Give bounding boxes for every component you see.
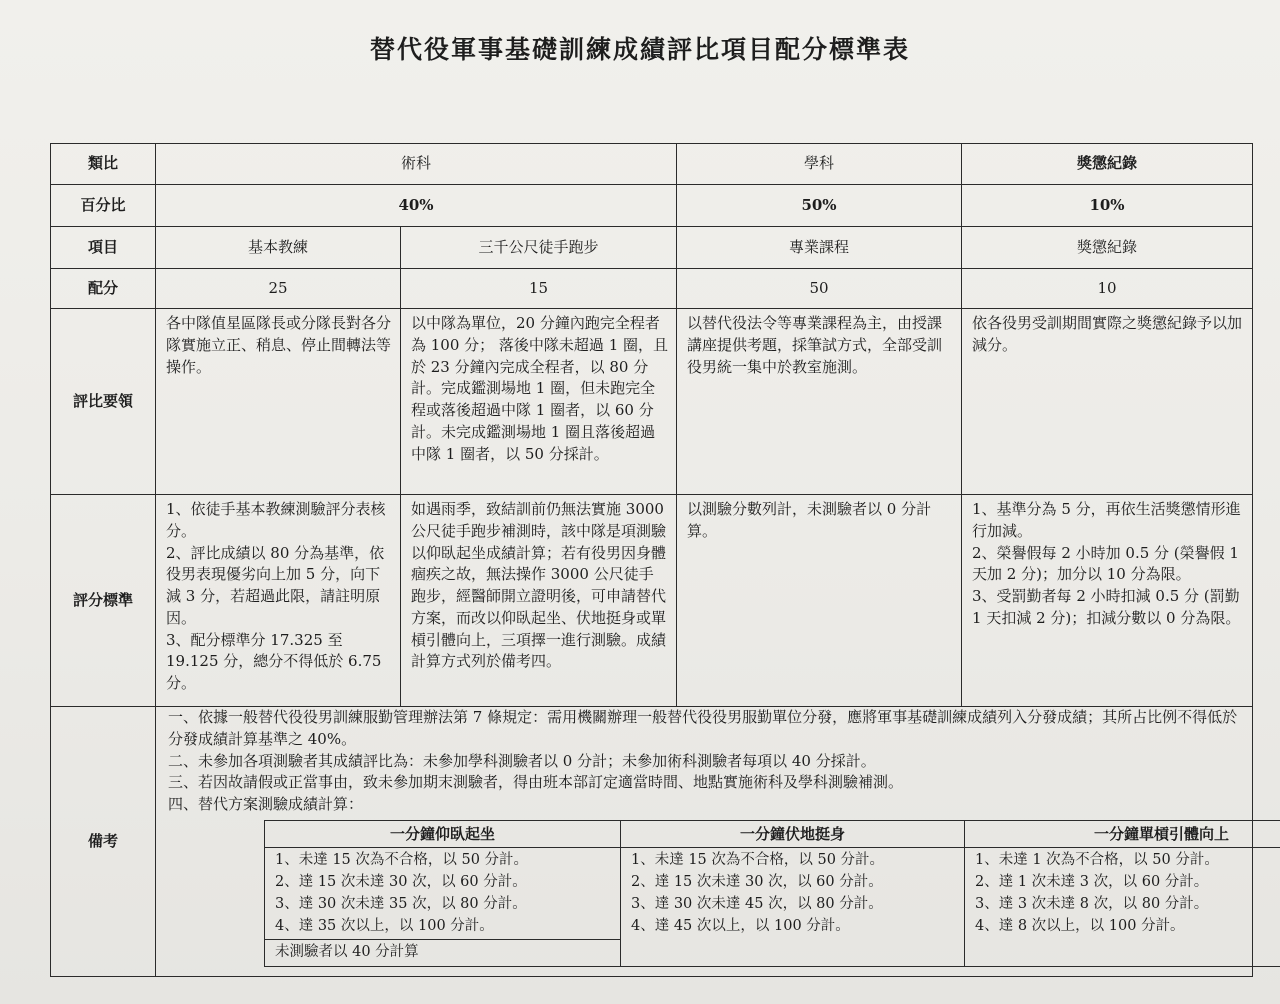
alt-situp-rules	[265, 848, 621, 940]
standard-reward-line: 2、榮譽假每 2 小時加 0.5 分 (榮譽假 1 天加 2 分)；加分以 10 分為限。	[972, 543, 1239, 584]
percent-skill: 40%	[156, 185, 677, 227]
remark-3: 三、若因故請假或正當事由，致未參加期末測驗者，得由班本部訂定適當時間、地點實施術科及學科測驗補測。	[168, 773, 904, 792]
alt-pullup-line: 3、達 3 次未達 8 次，以 80 分計。	[975, 895, 1209, 912]
alt-situp-line: 4、達 35 次以上，以 100 分計。	[275, 917, 494, 934]
alt-pullup-rules	[965, 848, 1280, 967]
alt-pushup-line: 4、達 45 次以上，以 100 分計。	[631, 917, 850, 934]
label-category: 類比	[51, 144, 156, 185]
document-title: 替代役軍事基礎訓練成績評比項目配分標準表	[369, 35, 910, 64]
category-academic: 學科	[677, 144, 962, 185]
criteria-reward: 依各役男受訓期間實際之獎懲紀錄予以加減分。	[962, 309, 1253, 495]
label-item: 項目	[51, 227, 156, 269]
alt-pullup-line: 1、未達 1 次為不合格，以 50 分計。	[975, 852, 1219, 869]
score-run: 15	[401, 269, 677, 309]
item-run: 三千公尺徒手跑步	[401, 227, 677, 269]
row-standard	[51, 495, 1253, 707]
label-score: 配分	[51, 269, 156, 309]
percent-academic: 50%	[677, 185, 962, 227]
label-standard: 評分標準	[51, 495, 156, 707]
item-reward: 獎懲紀錄	[962, 227, 1253, 269]
alt-pullup-title: 一分鐘單槓引體向上	[965, 820, 1280, 848]
remark-4: 四、替代方案測驗成績計算：	[168, 795, 364, 813]
item-drill: 基本教練	[156, 227, 401, 269]
alt-situp-line: 3、達 30 次未達 35 次，以 80 分計。	[275, 895, 527, 912]
row-remarks	[51, 707, 1253, 977]
label-remarks: 備考	[51, 707, 156, 977]
alt-pushup-title: 一分鐘伏地挺身	[621, 820, 965, 848]
alt-situp-line: 1、未達 15 次為不合格，以 50 分計。	[275, 852, 529, 869]
standard-drill-line: 2、評比成績以 80 分為基準，依役男表現優劣向上加 5 分，向下減 3 分，若超過此限，請註明原因。	[166, 543, 385, 627]
score-drill: 25	[156, 269, 401, 309]
standard-drill-line: 1、依徒手基本教練測驗評分表核分。	[166, 500, 386, 540]
remark-1: 一、依據一般替代役役男訓練服勤管理辦法第 7 條規定：需用機關辦理一般替代役役男服勤單位分發，應將軍事基礎訓練成績列入分發成績；其所占比例不得低於分發成績計算基準之 40%。	[168, 708, 1238, 748]
alt-pullup-line: 4、達 8 次以上，以 100 分計。	[975, 917, 1185, 934]
alt-pushup-rules	[621, 848, 965, 967]
row-category	[51, 144, 1253, 185]
percent-reward: 10%	[962, 185, 1253, 227]
standard-course: 以測驗分數列計，未測驗者以 0 分計算。	[677, 495, 962, 707]
item-course: 專業課程	[677, 227, 962, 269]
alt-pushup-line: 2、達 15 次未達 30 次，以 60 分計。	[631, 874, 883, 890]
alt-situp-line: 2、達 15 次未達 30 次，以 60 分計。	[275, 874, 527, 890]
row-percent	[51, 185, 1253, 227]
alt-situp-title: 一分鐘仰臥起坐	[265, 820, 621, 848]
alternative-scoring-table	[264, 820, 1280, 967]
label-percent: 百分比	[51, 185, 156, 227]
alt-pullup-line: 2、達 1 次未達 3 次，以 60 分計。	[975, 874, 1209, 890]
score-course: 50	[677, 269, 962, 309]
criteria-run: 以中隊為單位，20 分鐘內跑完全程者為 100 分； 落後中隊未超過 1 圈，且於 23 分鐘內完成全程者，以 80 分計。完成鑑測場地 1 圈，但未跑完全程或落後超過中隊 1 圈者，以 60 分計。未完成鑑測場地 1 圈且落後超過中隊 1 圈者，以 50 分採計。	[401, 309, 677, 495]
row-criteria	[51, 309, 1253, 495]
criteria-drill: 各中隊值星區隊長或分隊長對各分隊實施立正、稍息、停止間轉法等操作。	[156, 309, 401, 495]
standard-reward-line: 3、受罰勤者每 2 小時扣減 0.5 分 (罰勤 1 天扣減 2 分)；扣減分數以 0 分為限。	[972, 587, 1241, 627]
remarks-cell	[156, 707, 1253, 977]
criteria-course: 以替代役法令等專業課程為主，由授課講座提供考題，採筆試方式，全部受訓役男統一集中於教室施測。	[677, 309, 962, 495]
scoring-table	[50, 143, 1253, 977]
category-skill: 術科	[156, 144, 677, 185]
alt-situp-footer: 未測驗者以 40 分計算	[265, 940, 621, 967]
standard-run: 如遇雨季，致結訓前仍無法實施 3000 公尺徒手跑步補測時，該中隊是項測驗以仰臥起坐成績計算；若有役男因身體痼疾之故，無法操作 3000 公尺徒手跑步，經醫師開立證明後，可申請替代方案，而改以仰臥起坐、伏地挺身或單槓引體向上，三項擇一進行測驗。成績計算方式列於備考四。	[401, 495, 677, 707]
score-reward: 10	[962, 269, 1253, 309]
standard-reward-line: 1、基準分為 5 分，再依生活獎懲情形進行加減。	[972, 500, 1241, 540]
remark-2: 二、未參加各項測驗者其成績評比為：未參加學科測驗者以 0 分計；未參加術科測驗者每項以 40 分採計。	[168, 751, 876, 770]
standard-reward	[962, 495, 1253, 707]
alt-pushup-line: 3、達 30 次未達 45 次，以 80 分計。	[631, 895, 883, 912]
row-score	[51, 269, 1253, 309]
row-item	[51, 227, 1253, 269]
label-criteria: 評比要領	[51, 309, 156, 495]
standard-drill	[156, 495, 401, 707]
alt-pushup-line: 1、未達 15 次為不合格，以 50 分計。	[631, 852, 885, 869]
standard-drill-line: 3、配分標準分 17.325 至 19.125 分，總分不得低於 6.75 分。	[166, 630, 382, 692]
category-reward: 獎懲紀錄	[962, 144, 1253, 185]
